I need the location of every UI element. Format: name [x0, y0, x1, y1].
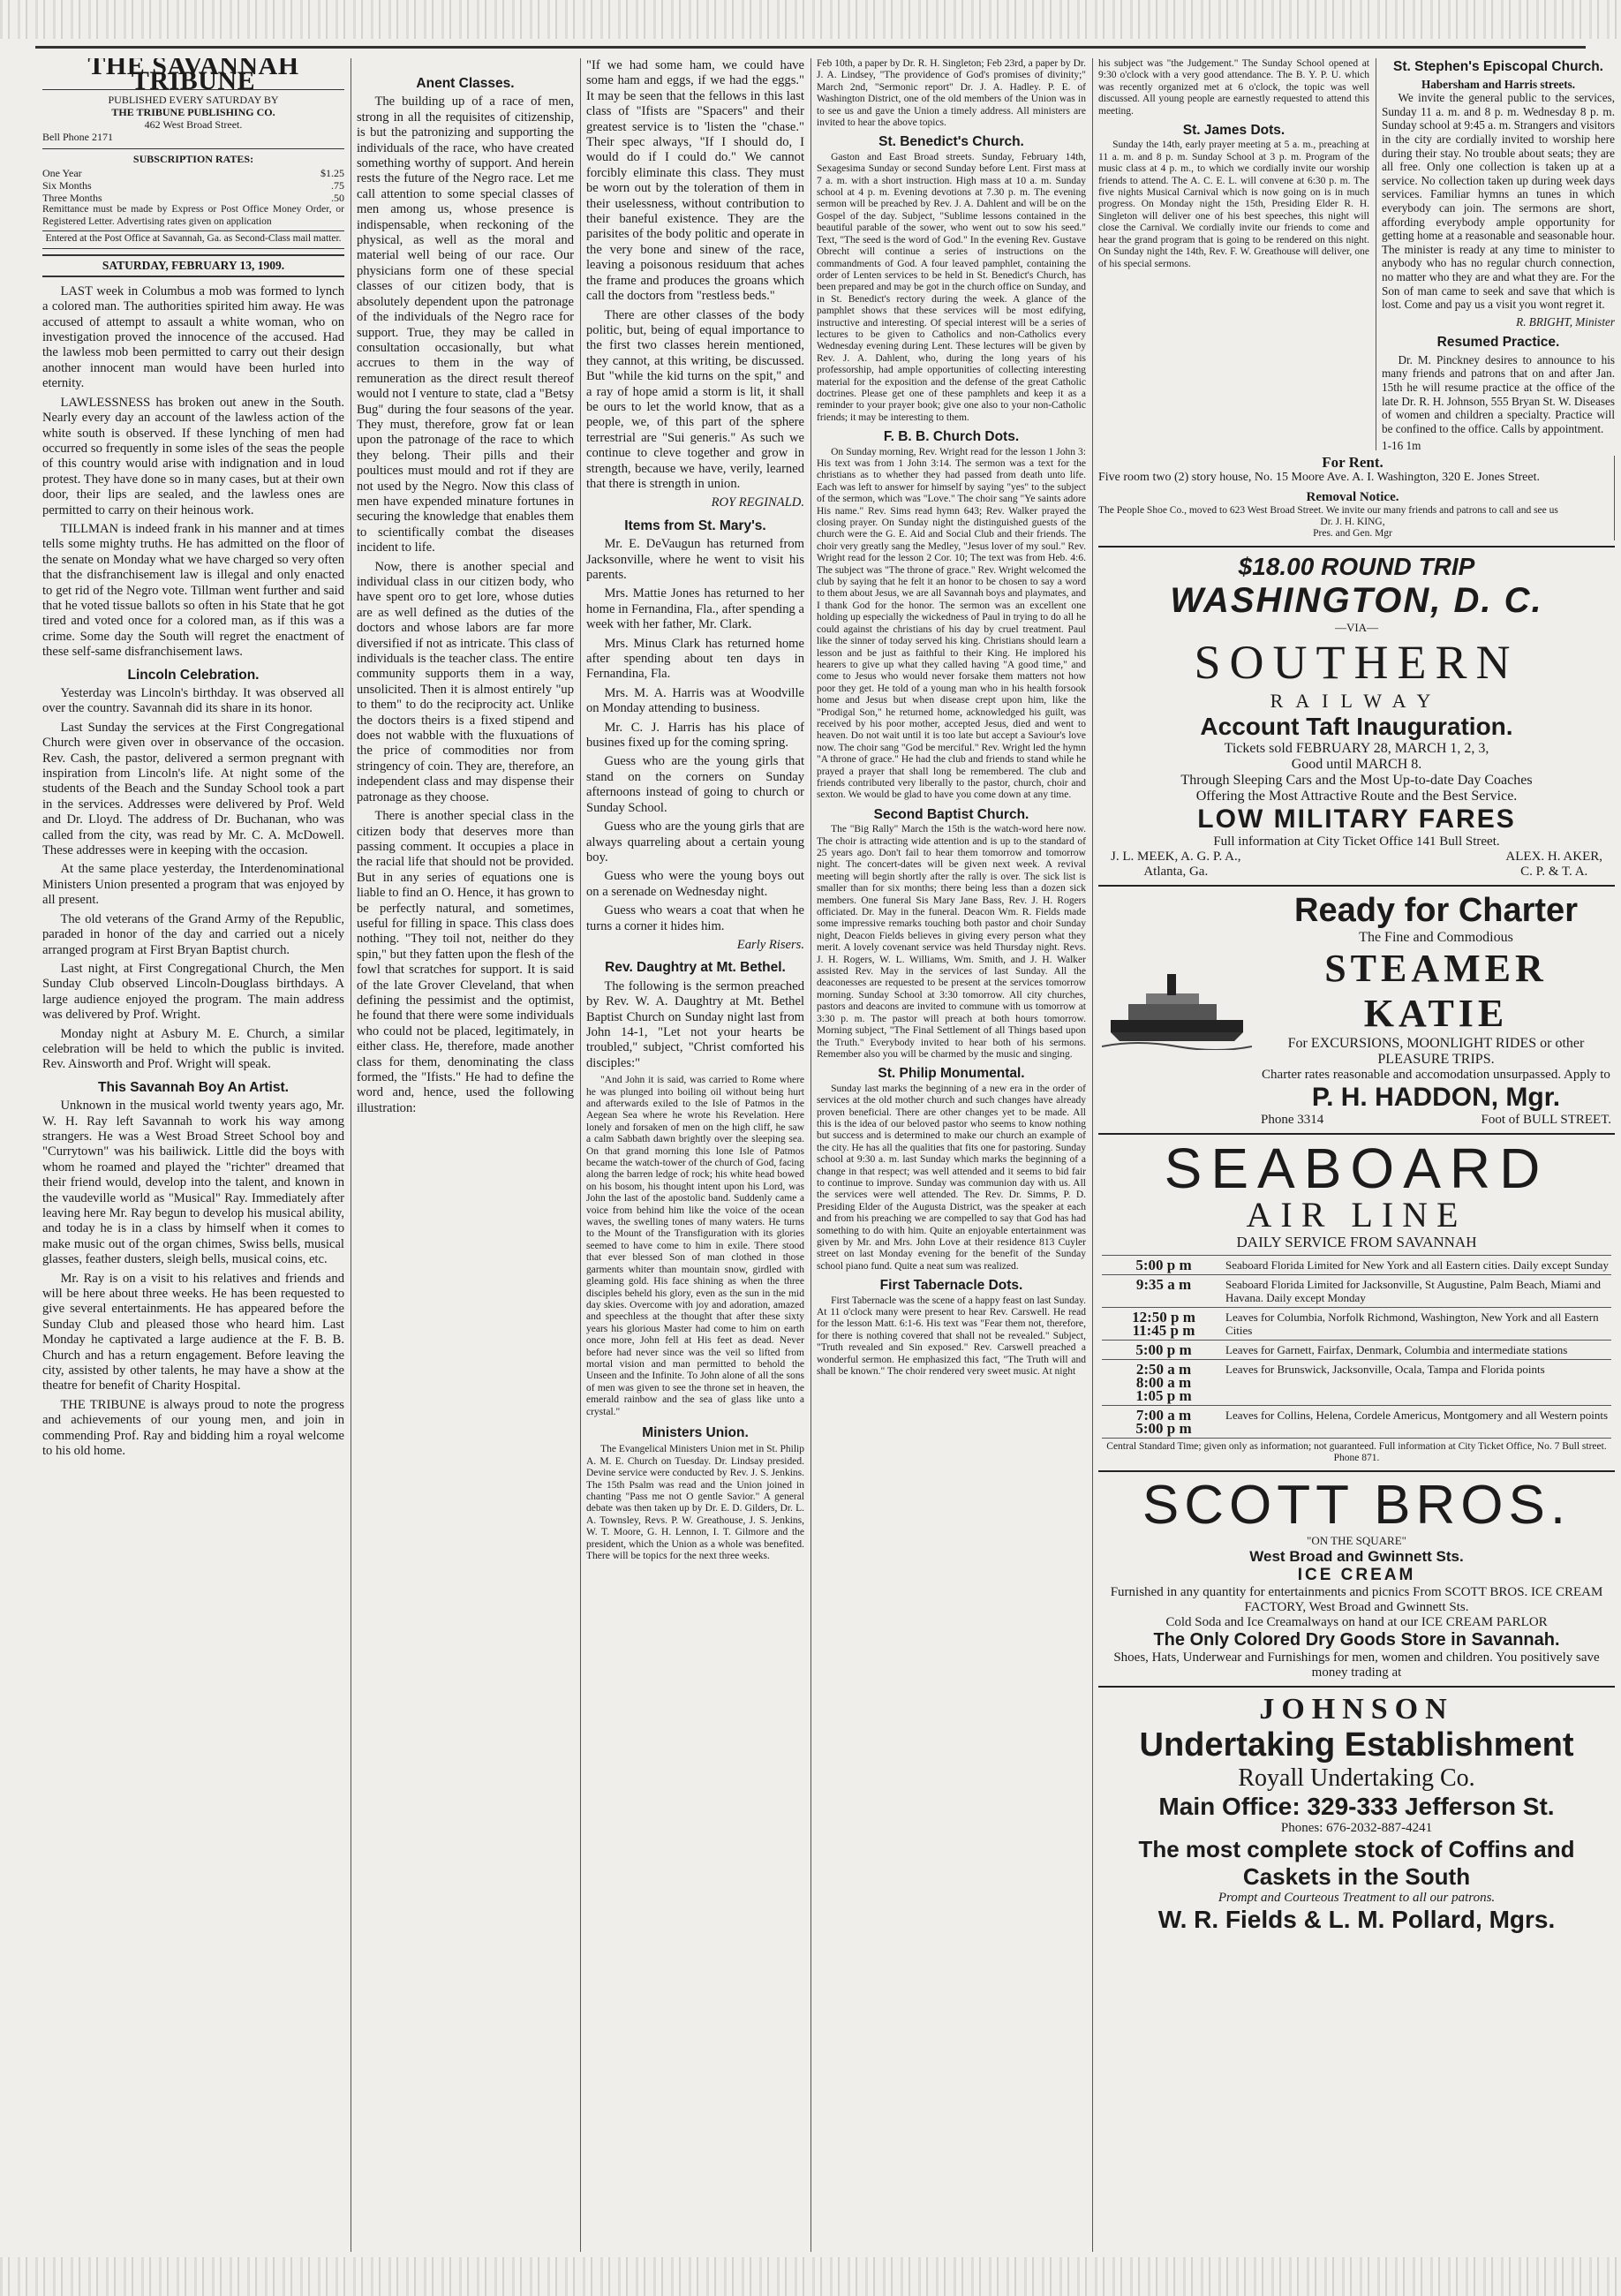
article-heading: St. Philip Monumental.	[878, 1066, 1025, 1082]
round-trip-headline: $18.00 ROUND TRIP	[1238, 552, 1475, 580]
train-description: Leaves for Columbia, Norfolk Richmond, Washington, New York and all Eastern Cities	[1225, 1310, 1599, 1337]
article-paragraph: The old veterans of the Grand Army of the Republic, paraded in honor of the day and carried out a nicely arranged program at First Bryan Baptist church.	[42, 911, 344, 957]
published-line: PUBLISHED EVERY SATURDAY BY	[108, 93, 279, 106]
article-paragraph: THE TRIBUNE is always proud to note the progress and achievements of our young men, and join in commending Prof. Ray and bidding him a royal welcome to his old home.	[42, 1397, 344, 1459]
removal-heading: Removal Notice.	[1306, 490, 1399, 504]
byline: Early Risers.	[736, 937, 804, 952]
coaches-line: Through Sleeping Cars and the Most Up-to-date Day Coaches	[1180, 772, 1533, 788]
for-rent-ad	[1098, 456, 1615, 540]
agent-2	[1505, 850, 1602, 880]
rate-value: $1.25	[320, 167, 344, 180]
managers: W. R. Fields & L. M. Pollard, Mgrs.	[1157, 1905, 1556, 1933]
agents-row	[1102, 850, 1611, 880]
agent-1	[1111, 850, 1241, 880]
train-schedule	[1102, 1255, 1611, 1438]
article-paragraph: Gaston and East Broad streets. Sunday, February 14th, Sexagesima Sunday or second Sunday before Lent. First mass at 7 a. m. with a short instruction. High mass at 10 a. m. Sunday school at 4 p. m. Evening devotions at 7.30 p. m. The evening sermon will be preached by Rev. J. A. Dahlent and will be on the Gospel of the day. Subject, "Sublime lessons contained in the beautiful parable of the sower, who went out to sow his seed." Text, "The seed is the word of God." In the evening Rev. Gustave Obrecht will continue a series of instructions on the commandments of God. A four leaved pamphlet, containing the order of Lenten services to be held in St. Benedict's Church, has been prepared and may be got in the church office on Sunday, and in St. Benedict's rectory during the week. A glance of the pamphlet shows that these services will be most edifying, instructive and interesting. Of special interest will be a series of lectures to be given to Catholics and non-Catholics every Wednesday evening during Lent. These lectures will be given by Rev. J. A. Dahlent, who, during the long years of his professorship, had ample opportunities of collecting interesting material for the exposition and the defense of the great Catholic doctrines. Please get one of these pamphlets and keep it as a reminder to your prayer book; give one also to your non-Catholic friends; it may be interesting to them.	[817, 151, 1086, 423]
agent-name: J. L. MEEK, A. G. P. A.,	[1111, 849, 1241, 864]
article-heading: First Tabernacle Dots.	[879, 1278, 1023, 1294]
remittance-note: Remittance must be made by Express or Post Office Money Order, or Registered Letter. Advertising rates given on application	[42, 204, 344, 227]
train-time: 2:50 a m 8:00 a m 1:05 p m	[1135, 1360, 1192, 1404]
train-time: 7:00 a m 5:00 p m	[1135, 1406, 1192, 1437]
train-time: 5:00 p m	[1135, 1341, 1192, 1358]
publisher: THE TRIBUNE PUBLISHING CO.	[111, 105, 275, 118]
article-paragraph: On Sunday morning, Rev. Wright read for the lesson 1 John 3: His text was from 1 John 3:14. The sermon was a text for the christians as to whether they had passed from death unto life. Each was left to answer for himself by saying "yes" to the subject of the sermon, which was "Love." The choir sang "Ye saints adore His name." Rev. Sims read hymn 643; Rev. Walker prayed the closing prayer. On Sunday night the distinguished guests of the church were the G. E. Aid and Social Club and their friends. The choir very greatly sang the Medley, "Jesus lover of my soul." Rev. Wright read for the lesson 2 Cor. 10; The text was from Heb. 4:6. The subject was "The throne of grace." Rev. Wright welcomed the club by saying that he felt it an honor to be chosen to say a word to them about Jesus, we are all Savannah boys and playmates, and I thank God for the honor. The sermon was an excellent one holding up especially the wickedness of Paul in trying to do all he could against the christians of his day by cruel treatment. Paul like the sinner of today served his king. Christians should learn a lesson and be just as faithful to their King. He implored his hearers to give up what they called having "A good time," and come to Jesus who would never forsake them matters not how poor they get. He told of a young man who in his health forsook home and Jesus but when disease crept upon him, like the "Prodigal Son," he returned home, acknowledged his guilt, was received by his poor mother, accepted Jesus, died and went to heaven. Do not wait until it is too late but accept a Saviour's love now. The choir sang "God be merciful." Rev. Wright led the hymn "A throne of grace." He had the club and friends to stand while he prayed a prayer that shall long be remembered. The club and friends contributed very liberally to the pastor, church, choir and sexton. We would be glad to have you come down at any time.	[817, 446, 1086, 801]
seaboard-name: SEABOARD	[1164, 1136, 1549, 1200]
ticket-office: Full information at City Ticket Office 141 Bull Street.	[1213, 834, 1500, 849]
item-paragraph: Guess who were the young boys out on a serenade on Wednesday night.	[586, 869, 804, 899]
train-row	[1102, 1340, 1611, 1359]
train-description: Leaves for Brunswick, Jacksonville, Ocala, Tampa and Florida points	[1225, 1362, 1545, 1376]
article-paragraph: First Tabernacle was the scene of a happy feast on last Sunday. At 11 o'clock many were present to hear Rev. Carswell. He read for the lesson Matt. 6:1-6. His text was "Fear them not, therefore, for there is nothing covered that shall not be revealed." Subject, "Truth revealed and Sin exposed." Rev. Carswell preached a wonderful sermon. He emphasized this fact, "The Truth will and shall be known." The choir rendered very sweet music. At night	[817, 1295, 1086, 1378]
removal-signer: Dr. J. H. KING,	[1320, 516, 1385, 527]
train-description: Seaboard Florida Limited for Jacksonville, St Augustine, Palm Beach, Miami and Havana. Daily except Monday	[1225, 1277, 1601, 1304]
rate-row	[42, 192, 344, 204]
column-5	[1098, 58, 1369, 450]
fares-line: LOW MILITARY FARES	[1197, 804, 1516, 834]
shoes-text: Shoes, Hats, Underwear and Furnishings for men, women and children. You positively save money trading at	[1113, 1650, 1600, 1680]
rate-label: Six Months	[42, 179, 92, 193]
agent-city: Atlanta, Ga.	[1143, 864, 1209, 879]
column-6	[1382, 58, 1615, 450]
coffins-line: The most complete stock of Coffins and Caskets in the South	[1138, 1835, 1575, 1890]
train-time: 5:00 p m	[1135, 1256, 1192, 1273]
scan-edge-top	[0, 0, 1621, 39]
item-paragraph: Guess who are the young girls that are always quarreling about a certain young boy.	[586, 819, 804, 865]
train-time: 12:50 p m 11:45 p m	[1132, 1308, 1195, 1339]
phones: Phones: 676-2032-887-4241	[1280, 1820, 1433, 1835]
article-paragraph: The following is the sermon preached by Rev. W. A. Daughtry at Mt. Bethel Baptist Church on Sunday night last from John 14-1, "Let not your hearts be troubled," subject, "Christ comforted his disciples:"	[586, 978, 804, 1070]
masthead	[42, 58, 344, 249]
article-paragraph: At the same place yesterday, the Interdenominational Ministers Union presented a program that was enjoyed by all present.	[42, 862, 344, 908]
article-paragraph: Dr. M. Pinckney desires to announce to his many friends and patrons that on and after Jan. 15th he will resume practice at the office of the late Dr. R. H. Johnson, 555 Bryan St. W. Diseases of women and children a specialty. Practice will be confined to the office. Calls by appointment.	[1382, 352, 1615, 435]
scott-address: West Broad and Gwinnett Sts.	[1249, 1547, 1464, 1565]
article-paragraph: Yesterday was Lincoln's birthday. It was observed all over the country. Savannah did its share in its honor.	[42, 686, 344, 716]
minister-signature: R. BRIGHT, Minister	[1516, 314, 1615, 329]
tickets-sold: Tickets sold FEBRUARY 28, MARCH 1, 2, 3,	[1224, 740, 1489, 756]
for-rent-heading: For Rent.	[1322, 456, 1384, 471]
article-heading: Ministers Union.	[642, 1424, 749, 1440]
rate-label: Three Months	[42, 192, 102, 205]
removal-text: The People Shoe Co., moved to 623 West Broad Street. We invite our many friends and patrons to call and see us	[1098, 504, 1558, 516]
main-office: Main Office: 329-333 Jefferson St.	[1158, 1792, 1555, 1820]
train-row	[1102, 1359, 1611, 1405]
rate-value: .50	[331, 192, 344, 205]
article-paragraph: Last Sunday the services at the First Congregational Church were given over in observance of the occasion. Rev. Cash, the pastor, delivered a sermon pregnant with inspiration from Lincoln's life. At night some of the students of the Beach and the Sunday School took a part in the services. Addresses were delivered by Prof. Weld and Dr. Lloyd. The address of Dr. Buchanan, who was called from the city, was read by Mr. C. A. McDowell. These addresses were in keeping with the occasion.	[42, 720, 344, 858]
establishment: Undertaking Establishment	[1139, 1726, 1574, 1764]
phone: Phone 3314	[1261, 1112, 1324, 1127]
destination-city: WASHINGTON, D. C.	[1170, 580, 1543, 620]
article-heading: Anent Classes.	[416, 76, 515, 91]
article-heading: F. B. B. Church Dots.	[883, 429, 1020, 445]
phone: Bell Phone 2171	[42, 130, 113, 143]
ice-cream-text: Furnished in any quantity for entertainments and picnics From SCOTT BROS. ICE CREAM FACTORY, West Broad and Gwinnett Sts.	[1110, 1584, 1603, 1614]
sermon-paragraph: "And John it is said, was carried to Rome where he was plunged into boiling oil without being hurt and afterwards exiled to the Isle of Patmos in the Aegean Sea where he wrote his Revelation. Here lonely and forsaken of men on the high cliff, he saw a calm Sabbath dawn brightly over the sleeping sea. On that grand morning this lone Isle of Patmos became the watch-tower of the church of God, facing along the barren ledge of rock; his white head bowed on his bosom, his thought intent upon his Lord, was John the last of the apostolic band. Suddenly came a voice from behind him like the voice of the ocean waves, the swelling tones of many waters. He turns to the Mount of the Transfiguration with its glories seemed to have come to him in exile. There stood that ever blessed Son of man clothed in those garments whiter than mountain snow, girdled with gleaming gold. His face shining as when the three disciples beheld his glory, even as the sun in the mid day skies. Overcome with joy and adoration, amazed and speechless at the thought that after these sixty years his glorious Master had come to him on earth once more, John fell at His feet as dead. Never before had never since was the veil so lifted from mortal vision and man permitted to behold the Unseen and the Infinite. To John alone of all the sons of men was given to see the throne set in heaven, the emerald rainbow and the sea of glass like unto a crystal."	[586, 1075, 804, 1417]
daily-service: DAILY SERVICE FROM SAVANNAH	[1236, 1233, 1477, 1250]
railway-name: SOUTHERN	[1194, 635, 1519, 689]
train-row	[1102, 1274, 1611, 1307]
prompt-line: Prompt and Courteous Treatment to all our patrons.	[1218, 1890, 1496, 1905]
article-heading: Second Baptist Church.	[873, 806, 1029, 822]
train-time: 9:35 a m	[1135, 1275, 1192, 1293]
rate-row	[42, 167, 344, 179]
article-paragraph: There is another special class in the citizen body that deserves more than passing comment. It occupies a place in the racial life that should not be provided. But in any series of equations one is liable to find an O. Hence, it has grown to be perfectly natural, and sometimes, useful for filling in space. This class does nothing. "They toil not, neither do they spin," but they fatten upon the flesh of the fowl that scratches for support. It is said of the late Grover Cleveland, that when defining the pessimist and the optimist, he found that there were some individuals who could not be placed, legitimately, in either class. He, therefore, made another class for them, denominating the class formed, the "Ifists." He had to define the word and, hence, used the following illustration:	[357, 809, 574, 1115]
manager-name: P. H. HADDON, Mgr.	[1311, 1082, 1561, 1112]
royall-name: Royall Undertaking Co.	[1238, 1764, 1475, 1792]
advertisements	[1098, 456, 1615, 2252]
soda-text: Cold Soda and Ice Creamalways on hand at our ICE CREAM PARLOR	[1165, 1614, 1548, 1629]
column-1	[42, 58, 344, 2252]
article-paragraph: Last night, at First Congregational Church, the Men Sunday Club observed Lincoln-Douglass birthdays. A large audience enjoyed the program. The main address was delivered by Prof. Wright.	[42, 961, 344, 1023]
steamboat-icon	[1102, 969, 1252, 1050]
rate-value: .75	[331, 179, 344, 193]
seaboard-ad	[1098, 1135, 1615, 1472]
dry-goods: The Only Colored Dry Goods Store in Savannah.	[1153, 1629, 1560, 1650]
article-paragraph: his subject was "the Judgement." The Sunday School opened at 9:30 o'clock with a very good attendance. The B. Y. P. U. which was recently organized met at 6 o'clock, the topic was well discussed. All young people are earnestly requested to attend this meeting.	[1098, 58, 1369, 117]
article-heading: St. Benedict's Church.	[878, 134, 1024, 150]
article-heading: Rev. Daughtry at Mt. Bethel.	[605, 960, 786, 976]
article-paragraph: Monday night at Asbury M. E. Church, a similar celebration will be held to which the public is invited. Rev. Ainsworth and Prof. Wright will speak.	[42, 1026, 344, 1072]
item-paragraph: Guess who are the young girls that stand on the corners on Sunday afternoons instead of going to church or Sunday School.	[586, 754, 804, 815]
byline: ROY REGINALD.	[711, 495, 804, 510]
article-heading: This Savannah Boy An Artist.	[98, 1079, 289, 1095]
johnson-undertaking-ad	[1098, 1688, 1615, 1939]
article-paragraph: Unknown in the musical world twenty years ago, Mr. W. H. Ray left Savannah to work his way among strangers. He was a West Broad Street School boy and "Currytown" was his bailiwick. Little did the boys with whom he roamed and played the "richter" dreamed that their friend would, develop into the talent, and known in the vaudeville world as "Musical" Ray. Immediately after leaving here Mr. Ray begun to develop his musical ability, and today he is in a class by himself when it comes to make music out of the organ chimes, Swiss bells, musical glasses, feather dusters, sleigh bells, musical coins, etc.	[42, 1099, 344, 1267]
ad-code: 1-16 1m	[1382, 439, 1421, 450]
train-description: Leaves for Garnett, Fairfax, Denmark, Columbia and intermediate stations	[1225, 1342, 1568, 1356]
article-paragraph: Sunday the 14th, early prayer meeting at 5 a. m., preaching at 11 a. m. and 8 p. m. Sunday School at 3 p. m. Program of the music class at 4 p. m., to which we cordially invite our worship friends to attend. The A. C. E. L. will convene at 6:30 p. m. The five nights Musical Carnival which is now going on is in much progress. On Monday night the 15th, Presiding Elder R. H. Singleton will deliver one of his best speeches, this night will close the Carnival. We cordially invite our friends to come and hear the grand program that is going to be rendered on this night. On Sunday night the 14th, Rev. F. W. Greathouse will deliver, one of his special sermons.	[1098, 140, 1369, 269]
rate-label: One Year	[42, 167, 82, 180]
item-paragraph: Mrs. M. A. Harris was at Woodville on Monday attending to business.	[586, 685, 804, 716]
article-paragraph: The "Big Rally" March the 15th is the watch-word here now. The choir is attracting wide attention and is up to the standard of 25 years ago. Don't fail to hear them tomorrow and tomorrow night. The concert-dates will be given next week. A revival meeting will begin shortly after the rally is over. The sick list is smaller than for six months; there being less than a dozen sick members. One funeral Sis Mary Jane Bass, Rev. J. H. Rogers officiated. Dr. May in the funeral. Deacon Wm. R. Fields made some impressive remarks touching both pastor and choir Sunday night, Deacon Fields believes in giving every person what they merit. A lovely covenant service was held Thursday night. Revs. J. H. Rogers, W. L. Williams, Wm. Smith, and J. H. Walker assisted Rev. May in the services of last Sunday. All the deaconesses are requested to be present at the services tomorrow morning. Sunday School at 3:30 tomorrow. All city churches, pastors and deacons are invited to commune with us tomorrow at 3:30 p. m. The pastor will preach at both hours tomorrow. Morning subject, "The Final Settlement of all Things based upon the Truth." Everybody invited to hear both of his sermons. Remember also you will be charmed by the music and singing.	[817, 824, 1086, 1060]
column-divider	[580, 58, 581, 2252]
charter-rates: Charter rates reasonable and accomodation unsurpassed. Apply to	[1262, 1067, 1610, 1082]
event-label: Account Taft Inauguration.	[1200, 712, 1513, 740]
editorial-paragraph: LAST week in Columbus a mob was formed to lynch a colored man. The authorities spirited him away. He was accused of attempt to assault a white woman, who on investigation proved the innocence of the accused. Had the lawless mob been permitted to carry out their design another innocent man would have been hurled into eternity.	[42, 283, 344, 391]
offering-line: Offering the Most Attractive Route and the Best Service.	[1195, 788, 1518, 804]
train-description: Seaboard Florida Limited for New York and all Eastern cities. Daily except Sunday	[1225, 1258, 1609, 1272]
top-rule	[35, 46, 1586, 49]
item-paragraph: Guess who wears a coat that when he turns a corner it hides him.	[586, 903, 804, 933]
column-divider	[1092, 58, 1093, 2252]
air-line: AIR LINE	[1246, 1194, 1467, 1235]
address: 462 West Broad Street.	[144, 117, 243, 131]
column-2	[357, 58, 574, 2252]
via-label: —VIA—	[1334, 620, 1379, 634]
steamer-name: STEAMER KATIE	[1324, 946, 1548, 1035]
column-4	[817, 58, 1086, 2252]
paper-title: THE SAVANNAH TRIBUNE	[42, 58, 344, 90]
article-paragraph: Feb 10th, a paper by Dr. R. H. Singleton; Feb 23rd, a paper by Dr. J. A. Lindsey, "The providence of God's promises of divinity;" March 2nd, "Sermonic report" Dr. J. A. Hadley. P. E. of Washington District, one of the old members of the Union was in to see us and gave the Union a timely address. All ministers are invited to hear the above topics.	[817, 58, 1086, 129]
editorial-paragraph: LAWLESSNESS has broken out anew in the South. Nearly every day an account of the lawless action of the white south is observed. If these lynching of men had occurred so frequently in some isles of the seas the people of this country would arise with indignation and in loud protest. They have done so in many cases, but at their own door, their lips are sealed, and the lawless ones are permitted to carry on their heinous work.	[42, 395, 344, 517]
article-paragraph: The Evangelical Ministers Union met in St. Philip A. M. E. Church on Tuesday. Dr. Lindsay presided. Devine service were conducted by Rev. J. S. Jenkins. The 15th Psalm was read and the Union joined in chanting "Pass me not O gentle Savior." A general debate was then taken up by Dr. E. D. Gilders, Dr. L. A. Townsley, Revs. P. W. Greathouse, J. S. Jenkins, W. T. Moore, G. H. Lennon, I. T. Gilmore and the president, which the Union as a whole was benefited. There will be topics for the next three weeks.	[586, 1444, 804, 1562]
article-paragraph: Now, there is another special and individual class in our citizen body, who have spent oro to get lore, whose duties are as well defined as the duties of the doctors and whose labors are far more diversified if not as intricate. This class of individuals is the teacher class. The entire community supports them in a way, unsolicited. Then it is almost entirely "up to them" to do the reciprocity act. Unlike the doctors theirs is a fixed stipend and does not wabble with the fluxuations of the price of commodities nor from stringency of coin. They are, therefore, an independent class and may dispense their patronage as they choose.	[357, 559, 574, 804]
classified-row	[1098, 456, 1615, 548]
good-until: Good until MARCH 8.	[1291, 756, 1422, 772]
scott-bros-name: SCOTT BROS.	[1142, 1474, 1572, 1536]
issue-date: SATURDAY, FEBRUARY 13, 1909.	[42, 254, 344, 276]
article-paragraph: Mr. Ray is on a visit to his relatives and friends and will be here about three weeks. He has been requested to give several entertainments. He has appeared before the Sunday Club and pleased those who heard him. Last Monday he captivated a large audience at the F. B. B. Church and has a return engagement. Before leaving the city, assisted by other talents, he may have a show at the theatre for benefit of Charity Hospital.	[42, 1271, 344, 1393]
article-paragraph: We invite the general public to the services, Sunday 11 a. m. and 8 p. m. Wednesday 8 p. m. Sunday school at 9:45 a. m. Strangers and visitors in the city are cordially invited to worship here during their stay. No trouble about seats; they are all free. Only one collection is taken up at a service. No collection taken up during week days services. Familiar hymns an tunes in which everybody can join. The sermons are short, affording everybody ample opportunity for getting home at a reasonable and seasonable hour. The minister is ready at any time to minister to anybody who has no regular church connection, no matter who they are and what they are. For the Son of man came to seek and save that which is lost. Come and pay us a visit you wont regret it.	[1382, 91, 1615, 312]
item-paragraph: Mrs. Minus Clark has returned home after spending about ten days in Fernandina, Fla.	[586, 636, 804, 682]
agent-title: C. P. & T. A.	[1520, 864, 1588, 879]
johnson-name: JOHNSON	[1259, 1692, 1454, 1726]
train-row	[1102, 1255, 1611, 1274]
agent-name: ALEX. H. AKER,	[1505, 849, 1602, 864]
article-paragraph: The building up of a race of men, strong in all the requisites of citizenship, is but the patronizing and supporting the individuals of the race, who have created something worthy of support. And herein rests the future of the Negro race. Let me call attention to some special classes of men among us, whose presence is indispensable, when reckoning of the physical, as well as the moral and material well being of our race. Our physicians form one of these special classes of our citizen body, that is absolutely dependent upon the patronage of the individuals of the Negro race for support. True, they may be called in consultation occasionally, but what accrues to them in the way of remuneration as the direct result thereof would not I venture to state, clad a "Betsy Bug" during the four seasons of the year. They must, therefore, grow fat or lean upon the patronage of the race to which they belong. Their pills and their poultices must mould and rot if they are not used by the Negro. Now this class of men have expended minature fortunes in securing the knowledge that enables them to scientifically combat the diseases incident to life.	[357, 94, 574, 555]
steamer-text	[1261, 892, 1611, 1128]
train-row	[1102, 1405, 1611, 1438]
ice-cream: ICE CREAM	[1297, 1565, 1416, 1584]
southern-railway-ad	[1098, 548, 1615, 887]
column-3	[586, 58, 804, 2252]
train-row	[1102, 1307, 1611, 1340]
removal-title: Pres. and Gen. Mgr	[1313, 528, 1392, 540]
railway-label: RAILWAY	[1270, 689, 1444, 712]
location: Foot of BULL STREET.	[1481, 1112, 1611, 1127]
article-heading: St. James Dots.	[1182, 123, 1285, 139]
item-paragraph: Mr. E. DeVaugun has returned from Jacksonville, where he went to visit his parents.	[586, 537, 804, 582]
article-paragraph: "If we had some ham, we could have some ham and eggs, if we had the eggs." It may be seen that the fellows in this last class of "Ifists are "Spacers" and their greatest service is to 'listen the "chase." Their spec always, "If I should do, I would do if I could do." We cannot forcibly eliminate this class. They must be worn out by the toleration of them in their uselessness, without contribution to their baneful existence. They are the parisites of the body politic and operate in the very bone and sinew of the race, leaving a poisonous residuum that aches the frame and produces the groans which call the doctors from "restless beds."	[586, 58, 804, 304]
article-paragraph: Sunday last marks the beginning of a new era in the order of services at the old mother church and such changes have already proven beneficial. There are other changes yet to be made. All this is the idea of our beloved pastor who seems to know nothing but success and is determined to make our church an example of the city. He has all the qualities that fits one for pastoring. Sunday school at 9:30 a. m. last Sunday which marks the beginning of a change in that respect; was well attended and it seems to bid fair to continue to improve. Sunday was communion day with us. All the services were well attended. The Rev. Dr. Simms, P. D. Presiding Elder of the Augusta District, was the speaker at each and from his preaching we are compelled to say that God has had something to do with him. Quite an enjoyable entertainment was given by Mr. and Mrs. John Love at their residence 813 Cuyler street on last Monday evening for the benefit of the Sunday school piano fund. Quite a neat sum was realized.	[817, 1083, 1086, 1272]
scan-edge-bottom	[0, 2257, 1621, 2296]
steamer-footer	[1261, 1113, 1611, 1128]
column-divider	[810, 58, 811, 2252]
rates-heading: SUBSCRIPTION RATES:	[42, 148, 344, 167]
on-the-square: "ON THE SQUARE"	[1307, 1533, 1406, 1547]
editorial-paragraph: TILLMAN is indeed frank in his manner and at times tells some mighty truths. He has admitted on the floor of the senate on Monday what we have charged so very often that the disfranchisement law is illegal and only enacted to get rid of the Negro vote. Tillman went further and said that he voted tissue ballots so often in his State that he got tired and voted once for a colored man, as if this was a crime. Some day the South will regret the enactment of these self-same disfranchisement laws.	[42, 521, 344, 660]
excursions-line: For EXCURSIONS, MOONLIGHT RIDES or other PLEASURE TRIPS.	[1287, 1035, 1585, 1067]
fine-line: The Fine and Commodious	[1359, 929, 1513, 945]
article-heading: Resumed Practice.	[1436, 335, 1560, 351]
item-paragraph: Mr. C. J. Harris has his place of busines fixed up for the coming spring.	[586, 720, 804, 751]
article-heading: Items from St. Mary's.	[624, 517, 766, 533]
scott-bros-ad	[1098, 1472, 1615, 1688]
schedule-footer: Central Standard Time; given only as information; not guaranteed. Full information at City Ticket Office, No. 7 Bull street. Phone 871.	[1102, 1438, 1611, 1465]
article-heading: Lincoln Celebration.	[127, 667, 260, 683]
train-description: Leaves for Collins, Helena, Cordele Americus, Montgomery and all Western points	[1225, 1408, 1609, 1422]
charter-headline: Ready for Charter	[1294, 891, 1578, 929]
rate-row	[42, 179, 344, 192]
article-heading: St. Stephen's Episcopal Church.	[1393, 59, 1603, 74]
church-address: Habersham and Harris streets.	[1421, 77, 1576, 91]
item-paragraph: Mrs. Mattie Jones has returned to her home in Fernandina, Fla., after spending a week with her father, Mr. Clark.	[586, 586, 804, 632]
steamer-ad	[1098, 887, 1615, 1135]
entered-note: Entered at the Post Office at Savannah, Ga. as Second-Class mail matter.	[42, 230, 344, 245]
for-rent-text: Five room two (2) story house, No. 15 Moore Ave. A. I. Washington, 320 E. Jones Street.	[1098, 470, 1540, 484]
article-paragraph: There are other classes of the body politic, but, being of equal importance to the first two classes herein mentioned, they cannot, at this writing, be discussed. But "while the kid turns on the spit," and a ray of hope amid a storm is lit, it shall be ours to let the world know, that as a people, we, of this part of the sphere terrestrial are "Sui generis." As such we continue to cleve together and grow in strength, because we have, verily, learned that there is strength in union.	[586, 307, 804, 491]
